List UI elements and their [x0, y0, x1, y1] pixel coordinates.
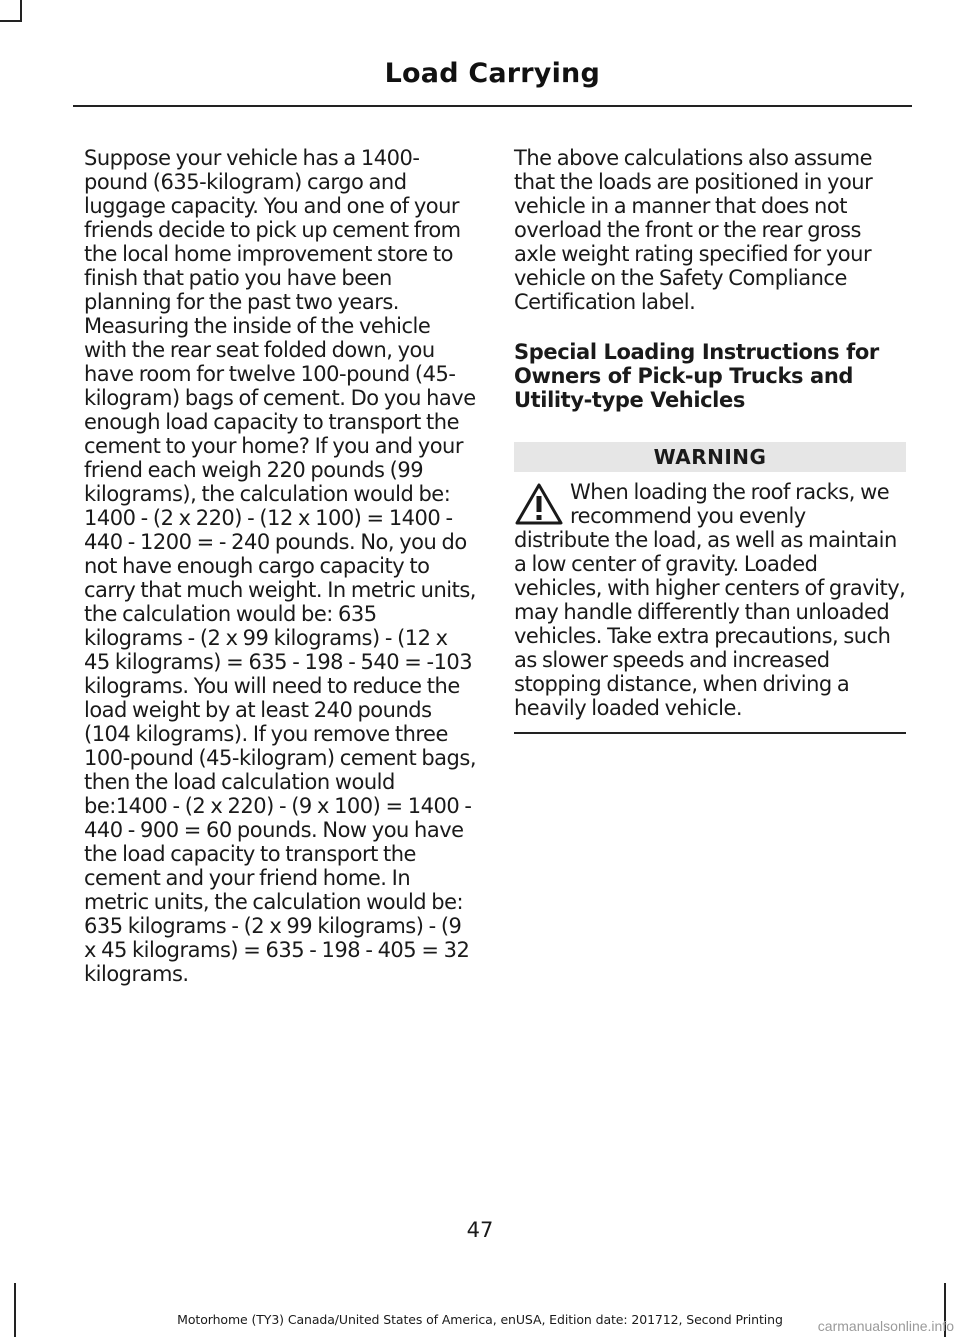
- axle-weight-paragraph: The above calculations also assume that the loads are positioned in your vehicle in a manner that does not overload the front or the rear gross axle weight rating specified for your vehicle on the Safety Compliance Certification label.: [514, 146, 873, 314]
- load-calculation-paragraph: Suppose your vehicle has a 1400-pound (635-kilogram) cargo and luggage capacity. You and one of your friends decide to pick up cement from the local home improvement store to finish that patio you have been planning for the past two years. Measuring the inside of the vehicle with the rear seat folded down, you have room for twelve 100-pound (45-kilogram) bags of cement. Do you have enough load capacity to transport the cement to your home? If you and your friend each weigh 220 pounds (99 kilograms), the calculation would be: 1400 - (2 x 220) - (12 x 100) = 1400 - 440 - 1200 = - 240 pounds. No, you do not have enough cargo capacity to carry that much weight. In metric units, the calculation would be: 635 kilograms - (2 x 99 kilograms) - (12 x 45 kilograms) = 635 - 198 - 540 = -103 kilograms. You will need to reduce the load weight by at least 240 pounds (104 kilograms). If you remove three 100-pound (45-kilogram) cement bags, then the load calculation would be:1400 - (2 x 220) - (9 x 100) = 1400 - 440 - 900 = 60 pounds. Now you have the load capacity to transport the cement and your friend home. In metric units, the calculation would be: 635 kilograms - (2 x 99 kilograms) - (9 x 45 kilograms) = 635 - 198 - 405 = 32 kilograms.: [84, 146, 476, 986]
- warning-text: When loading the roof racks, we recommend you evenly distribute the load, as well as maintain a low center of gravity. Loaded vehicles, with higher centers of gravity, may handle differently than unloaded vehicles. Take extra precautions, such as slower speeds and increased stopping distance, when driving a heavily loaded vehicle.: [514, 480, 906, 720]
- watermark: carmanualsonline.info: [817, 1318, 954, 1334]
- warning-divider: [514, 732, 906, 734]
- page-number: 47: [466, 1218, 494, 1242]
- right-column: [514, 146, 906, 734]
- section-heading: Special Loading Instructions for Owners of Pick-up Trucks and Utility-type Vehicles: [514, 340, 879, 412]
- warning-body: [514, 480, 906, 720]
- edition-footer: Motorhome (TY3) Canada/United States of America, enUSA, Edition date: 201712, Second Printing: [177, 1312, 783, 1327]
- crop-mark-top-left: [20, 0, 22, 22]
- left-column: [84, 146, 476, 986]
- page-section-title: Load Carrying: [384, 58, 600, 89]
- warning-label: WARNING: [653, 445, 767, 469]
- warning-header: [514, 442, 906, 472]
- header-divider: [73, 105, 912, 107]
- crop-mark-top-left-h: [0, 20, 20, 22]
- crop-mark-bottom-left: [14, 1283, 16, 1337]
- warning-triangle-icon: [514, 482, 564, 526]
